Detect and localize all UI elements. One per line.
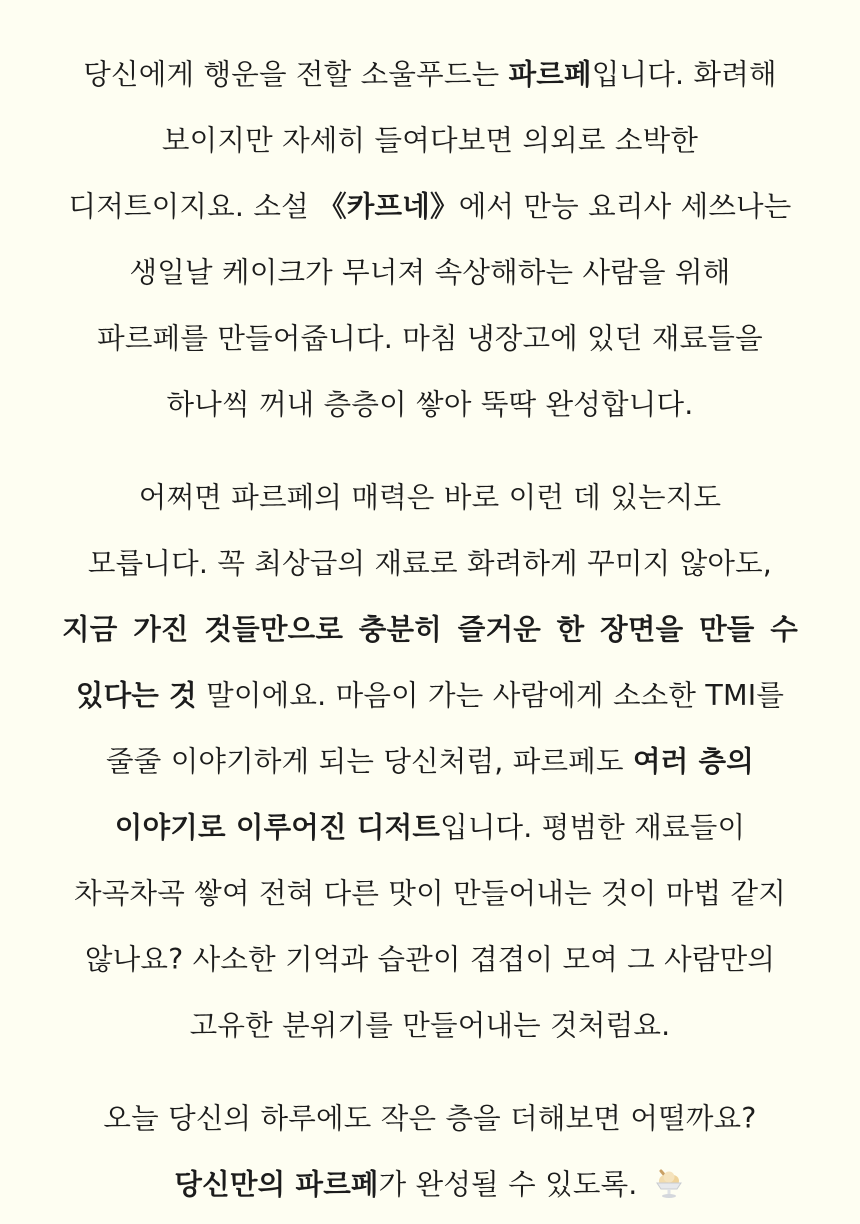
- text-run: 보이지만 자세히 들여다보면 의외로 소박한: [161, 124, 699, 157]
- text-line: [0, 795, 860, 861]
- text-run: 생일날 케이크가 무너져 속상해하는 사람을 위해: [129, 256, 731, 289]
- text-line: [0, 993, 860, 1059]
- text-run: 파르페를 만들어줍니다. 마침 냉장고에 있던 재료들을: [97, 322, 763, 355]
- text-line: [0, 531, 860, 597]
- text-line: [0, 465, 860, 531]
- bold-text-run: 여러 층의: [632, 745, 755, 778]
- text-run: 디저트이지요. 소설: [68, 190, 319, 223]
- text-run: 말이에요. 마음이 가는 사람에게 소소한 TMI를: [196, 679, 785, 712]
- text-line: [0, 42, 860, 108]
- paragraph-gap: [0, 438, 860, 465]
- text-run: 가 완성될 수 있도록.: [378, 1168, 638, 1201]
- text-line: [0, 372, 860, 438]
- paragraph-gap: [0, 1059, 860, 1086]
- paragraph-3: [0, 1086, 860, 1218]
- text-line: [0, 597, 860, 663]
- text-line: [0, 1086, 860, 1152]
- text-line: [0, 174, 860, 240]
- text-line: [0, 108, 860, 174]
- text-run: 입니다. 화려해: [591, 58, 777, 91]
- bold-text-run: 있다는 것: [75, 679, 197, 712]
- book-title: 《카프네》: [318, 190, 459, 223]
- text-run: 어쩌면 파르페의 매력은 바로 이런 데 있는지도: [138, 481, 722, 514]
- text-line: [0, 663, 860, 729]
- text-run: 입니다. 평범한 재료들이: [440, 811, 746, 844]
- text-run: 모릅니다. 꼭 최상급의 재료로 화려하게 꾸미지 않아도,: [87, 547, 773, 580]
- bold-text-run: 당신만의 파르페: [174, 1168, 379, 1201]
- text-run: 고유한 분위기를 만들어내는 것처럼요.: [189, 1009, 671, 1042]
- text-run: 차곡차곡 쌓여 전혀 다른 맛이 만들어내는 것이 마법 같지: [74, 877, 786, 910]
- paragraph-1: [0, 42, 860, 438]
- text-line: [0, 1152, 860, 1218]
- text-line: [0, 306, 860, 372]
- bold-text-run: 파르페: [508, 58, 592, 91]
- parfait-icon: [652, 1158, 686, 1224]
- bold-text-run: 이야기로 이루어진 디저트: [114, 811, 441, 844]
- text-run: 당신에게 행운을 전할 소울푸드는: [83, 58, 509, 91]
- text-line: [0, 927, 860, 993]
- text-run: 하나씩 꺼내 층층이 쌓아 뚝딱 완성합니다.: [166, 388, 694, 421]
- text-run: 줄줄 이야기하게 되는 당신처럼, 파르페도: [105, 745, 633, 778]
- text-run: 않나요? 사소한 기억과 습관이 겹겹이 모여 그 사람만의: [84, 943, 776, 976]
- text-line: [0, 861, 860, 927]
- text-run: 오늘 당신의 하루에도 작은 층을 더해보면 어떨까요?: [103, 1102, 757, 1135]
- text-line: [0, 729, 860, 795]
- bold-text-run: 지금 가진 것들만으로 충분히 즐거운 한 장면을 만들 수: [62, 613, 798, 646]
- text-run: 에서 만능 요리사 세쓰나는: [458, 190, 792, 223]
- paragraph-2: [0, 465, 860, 1059]
- text-line: [0, 240, 860, 306]
